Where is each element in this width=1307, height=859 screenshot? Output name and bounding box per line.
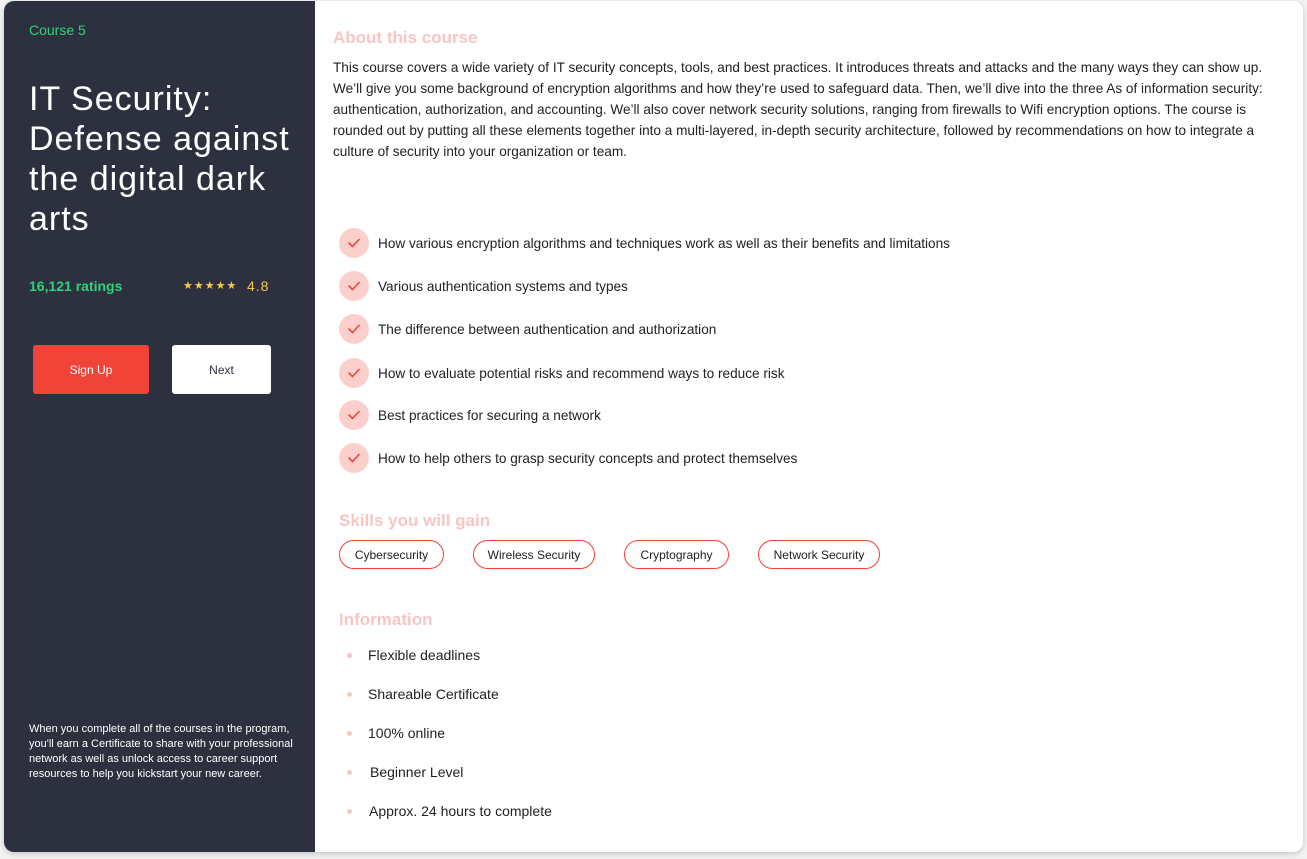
information-text: Beginner Level (370, 764, 464, 780)
about-heading: About this course (333, 28, 478, 47)
ratings-count: 16,121 ratings (29, 278, 123, 294)
learning-outcome-text: How to help others to grasp security concepts and protect themselves (378, 450, 798, 466)
course-sidebar (4, 1, 315, 852)
star-rating-icons: ★★★★★ (183, 280, 238, 292)
check-icon (339, 271, 369, 301)
about-text: This course covers a wide variety of IT security concepts, tools, and best practices. It introduces threats and attacks and the many ways they can show up. We’ll give you some background of encryption algorithms and how they’re used to safeguard data. Then, we’ll dive into the three As of information security: authentication, authorization, and accounting. We’ll also cover network security solutions, ranging from firewalls to Wifi encryption options. The course is rounded out by putting all these elements together into a multi-layered, in-depth security architecture, followed by recommendations on how to integrate a culture of security into your organization or team. (333, 60, 1263, 159)
information-item (347, 801, 552, 821)
skill-chip-cybersecurity[interactable]: Cybersecurity (339, 540, 444, 569)
course-card (4, 1, 1303, 852)
next-button[interactable]: Next (172, 345, 271, 394)
learning-outcome-item (339, 357, 785, 389)
bullet-dot-icon (347, 809, 352, 814)
bullet-dot-icon (347, 770, 352, 775)
learning-outcome-text: The difference between authentication and authorization (378, 321, 717, 337)
learning-outcome-text: Various authentication systems and types (378, 278, 628, 294)
information-item (347, 723, 445, 743)
skills-heading: Skills you will gain (339, 511, 491, 530)
check-icon (339, 443, 369, 473)
information-item (347, 645, 480, 665)
information-text: 100% online (368, 725, 446, 741)
learning-outcome-text: Best practices for securing a network (378, 407, 601, 423)
check-icon (339, 228, 369, 258)
learning-outcome-item (339, 270, 628, 302)
bullet-dot-icon (347, 731, 352, 736)
information-heading: Information (339, 610, 433, 629)
information-item (347, 762, 463, 782)
learning-outcome-text: How to evaluate potential risks and recommend ways to reduce risk (378, 365, 785, 381)
learning-outcome-item (339, 399, 601, 431)
course-details (315, 1, 1303, 852)
check-icon (339, 314, 369, 344)
course-title: IT Security: Defense against the digital dark arts (29, 80, 290, 238)
bullet-dot-icon (347, 692, 352, 697)
learning-outcome-item (339, 313, 716, 345)
information-item (347, 684, 499, 704)
check-icon (339, 400, 369, 430)
skill-chip-cryptography[interactable]: Cryptography (624, 540, 729, 569)
rating-value: 4.8 (247, 278, 270, 294)
learning-outcome-text: How various encryption algorithms and techniques work as well as their benefits and limitations (378, 235, 950, 251)
bullet-dot-icon (347, 653, 352, 658)
information-text: Shareable Certificate (368, 686, 499, 702)
learning-outcome-item (339, 442, 797, 474)
skill-chip-network-security[interactable]: Network Security (758, 540, 880, 569)
certificate-note: When you complete all of the courses in the program, you'll earn a Certificate to share with your professional network as well as unlock access to career support resources to help you kickstart your new career. (29, 723, 293, 780)
check-icon (339, 358, 369, 388)
learning-outcome-item (339, 227, 950, 259)
course-number-label: Course 5 (29, 22, 86, 38)
sign-up-button[interactable]: Sign Up (33, 345, 149, 394)
information-text: Approx. 24 hours to complete (369, 803, 552, 819)
skill-chip-wireless-security[interactable]: Wireless Security (473, 540, 595, 569)
information-text: Flexible deadlines (368, 647, 481, 663)
